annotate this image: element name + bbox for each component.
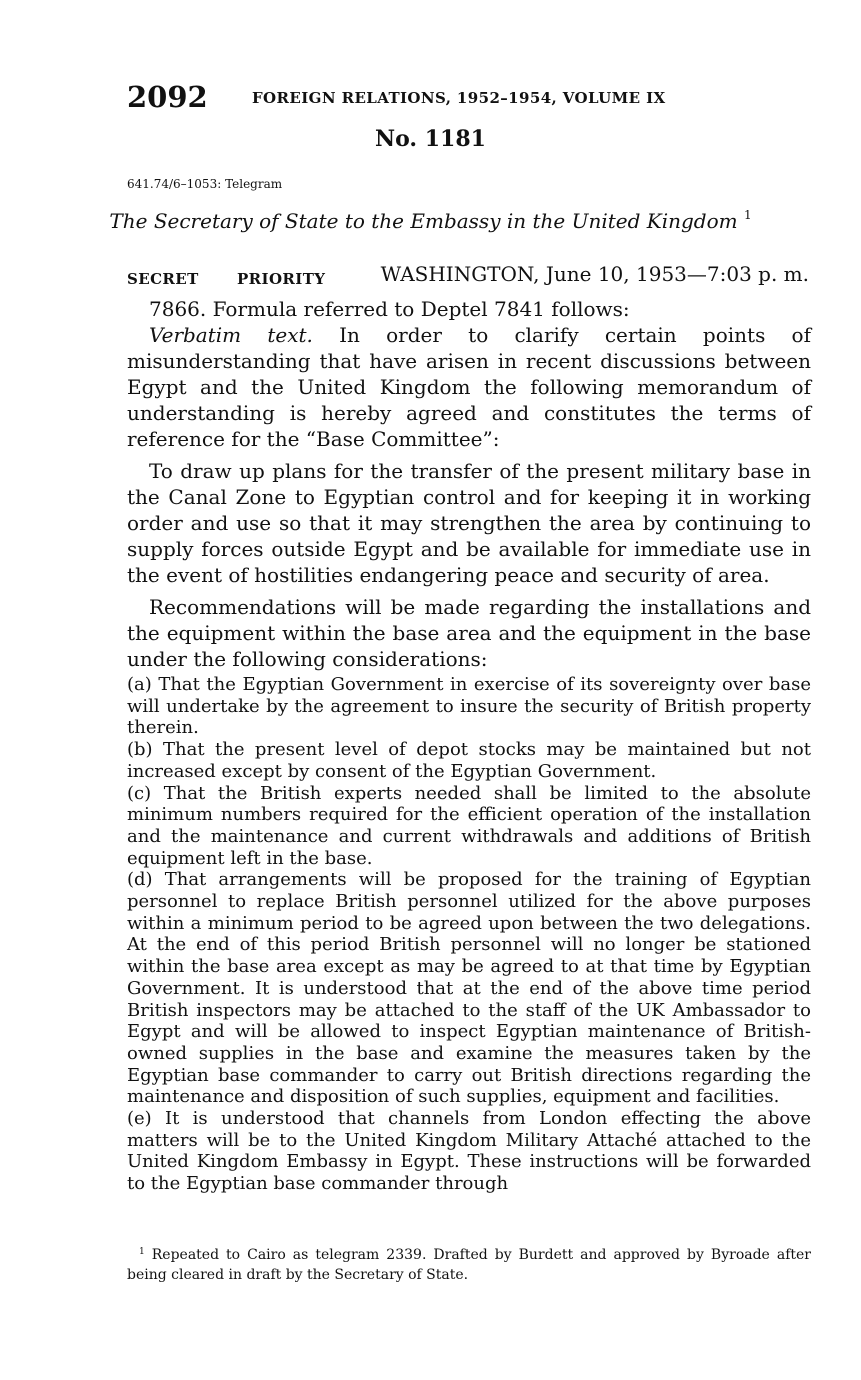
list-item: (a) That the Egyptian Government in exercise of its sovereignty over base will undertake by the agreement to insure the security of British property therein.: [127, 674, 811, 739]
page-number: 2092: [127, 80, 208, 114]
document-title-text: The Secretary of State to the Embassy in the United Kingdom: [109, 209, 738, 233]
body-paragraph: 7866. Formula referred to Deptel 7841 follows:: [149, 297, 630, 321]
document-number: No. 1181: [375, 126, 486, 152]
body-paragraph: To draw up plans for the transfer of the present military base in the Canal Zone to Egyptian control and for keeping it in working order and use so that it may strengthen the area by continuing to supply forces outside Egypt and be available for immediate use in the event of hostilities endangering peace and security of area.: [127, 459, 811, 587]
considerations-list: [127, 674, 811, 1195]
list-item: (d) That arrangements will be proposed for the training of Egyptian personnel to replace British personnel utilized for the above purposes within a minimum period to be agreed upon between the two delegations. At the end of this period British personnel will no longer be stationed within the base area except as may be agreed to at that time by Egyptian Government. It is understood that at the end of the above time period British inspectors may be attached to the staff of the UK Ambassador to Egypt and will be allowed to inspect Egyptian maintenance of British-owned supplies in the base and examine the measures taken by the Egyptian base commander to carry out British directions regarding the maintenance and disposition of such supplies, equipment and facilities.: [127, 869, 811, 1108]
list-item: (b) That the present level of depot stocks may be maintained but not increased except by consent of the Egyptian Government.: [127, 739, 811, 782]
dateline: WASHINGTON, June 10, 1953—7:03 p. m.: [380, 262, 809, 286]
running-head: FOREIGN RELATIONS, 1952–1954, VOLUME IX: [252, 89, 666, 107]
priority-label: PRIORITY: [237, 270, 326, 288]
classification-label: SECRET: [127, 270, 199, 288]
verbatim-lead: Verbatim text.: [149, 323, 313, 347]
file-reference: 641.74/6–1053: Telegram: [127, 177, 283, 191]
body-paragraph: [127, 322, 811, 452]
verbatim-text: In order to clarify certain points of misunderstanding that have arisen in recent discussions between Egypt and the United Kingdom the following memorandum of understanding is hereby agreed and constitutes the terms of reference for the “Base Committee”:: [127, 323, 811, 451]
footnote-mark: 1: [139, 1247, 145, 1257]
telegram-body: [127, 296, 811, 672]
body-paragraph: Recommendations will be made regarding the installations and the equipment within the base area and the equipment in the base under the following considerations:: [127, 595, 811, 671]
document-title: [0, 208, 861, 233]
footnote-reference-mark: 1: [743, 208, 752, 222]
list-item: (e) It is understood that channels from London effecting the above matters will be to the United Kingdom Military Attaché attached to the United Kingdom Embassy in Egypt. These instructions will be forwarded to the Egyptian base commander through: [127, 1108, 811, 1195]
footnote-text: Repeated to Cairo as telegram 2339. Drafted by Burdett and approved by Byroade after being cleared in draft by the Secretary of State.: [127, 1247, 811, 1283]
footnote: [127, 1242, 811, 1285]
list-item: (c) That the British experts needed shall be limited to the absolute minimum numbers required for the efficient operation of the installation and the maintenance and current withdrawals and additions of British equipment left in the base.: [127, 782, 811, 869]
